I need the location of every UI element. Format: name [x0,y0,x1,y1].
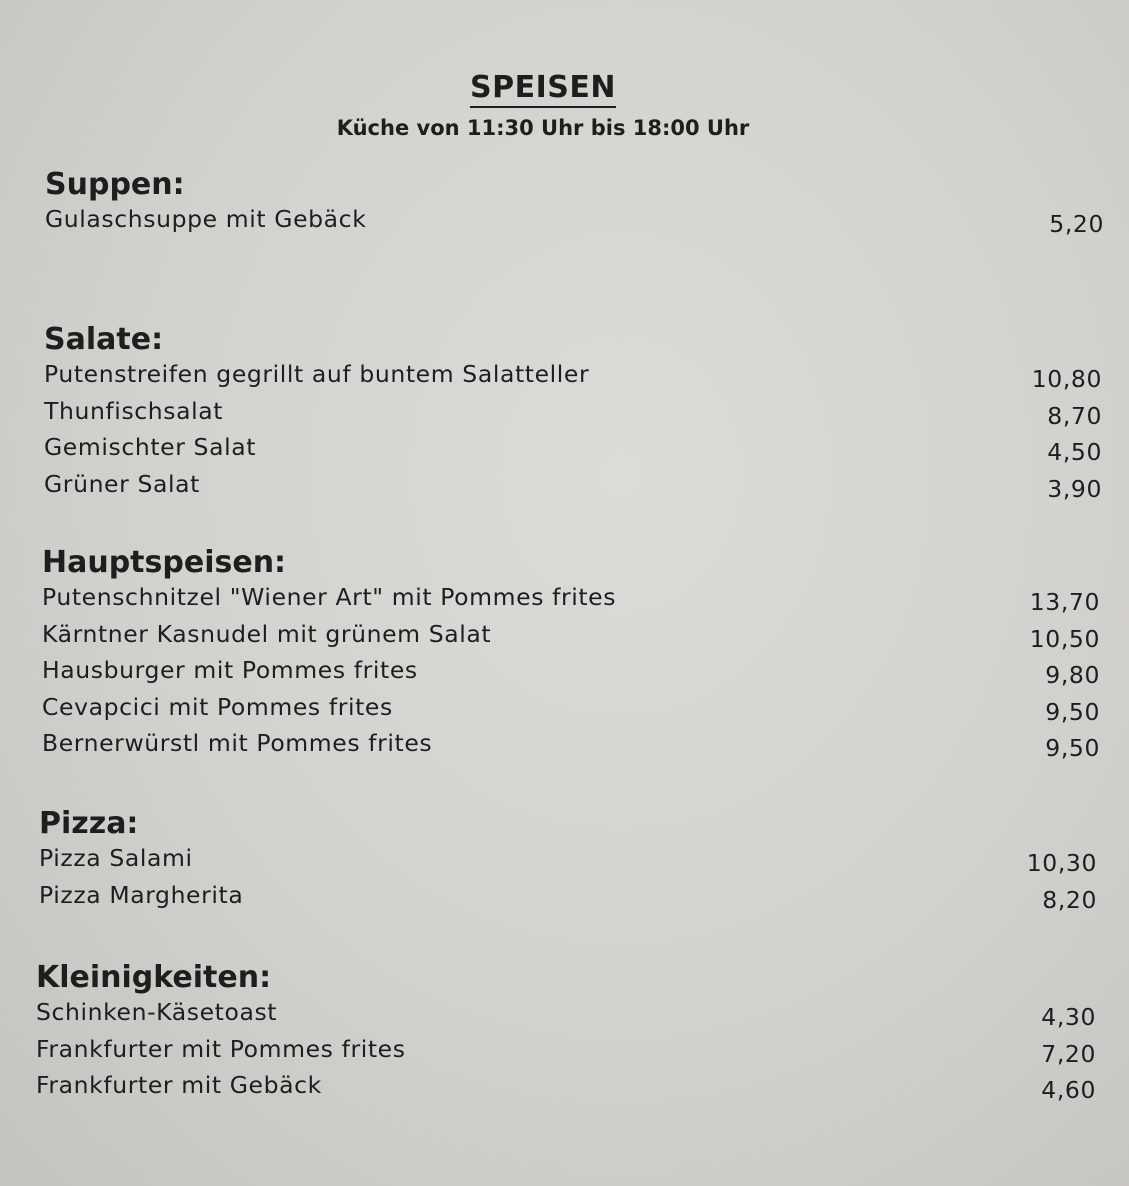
item-name: Frankfurter mit Gebäck [36,1071,322,1099]
item-price: 4,30 [1041,1003,1096,1031]
item-price: 10,80 [1031,365,1102,393]
section-title: Hauptspeisen: [42,545,287,580]
item-price: 8,20 [1042,885,1097,914]
item-price: 4,60 [1041,1076,1096,1104]
section-hauptspeisen [42,543,1100,766]
item-name: Kärntner Kasnudel mit grünem Salat [42,619,492,648]
item-name: Gemischter Salat [44,433,257,461]
section-suppen [45,165,1104,242]
section-title: Suppen: [45,167,185,202]
item-name: Hausburger mit Pommes frites [42,656,418,684]
menu-item [39,881,1097,918]
section-salate [44,320,1102,506]
item-name: Pizza Margherita [39,880,244,909]
item-price: 4,50 [1047,438,1102,466]
menu-item [44,433,1102,470]
menu-item [42,583,1100,620]
section-title: Kleinigkeiten: [36,960,272,995]
item-price: 9,50 [1045,697,1100,726]
item-price: 10,50 [1029,624,1100,653]
item-name: Thunfischsalat [44,396,224,425]
item-name: Schinken-Käsetoast [36,998,278,1026]
kitchen-hours: Küche von 11:30 Uhr bis 18:00 Uhr [336,116,750,140]
item-name: Bernerwürstl mit Pommes frites [42,729,433,757]
menu-item [44,360,1102,397]
item-name: Grüner Salat [44,469,200,498]
item-price: 13,70 [1029,588,1100,616]
item-price: 10,30 [1026,849,1097,877]
item-name: Pizza Salami [39,844,193,872]
item-name: Frankfurter mit Pommes frites [36,1034,406,1063]
menu-item [45,205,1104,242]
menu-item [36,998,1096,1035]
menu-item [42,729,1100,766]
menu-item [42,656,1100,693]
item-name: Putenschnitzel "Wiener Art" mit Pommes frites [42,583,617,611]
section-pizza [39,804,1097,917]
section-kleinigkeiten [36,958,1096,1108]
menu-title-text: SPEISEN [470,70,616,108]
menu-item [39,844,1097,881]
menu-item [44,470,1102,507]
menu-title [0,70,1086,105]
item-price: 9,50 [1045,734,1100,762]
item-price: 9,80 [1045,661,1100,689]
menu-item [44,397,1102,434]
menu-item [42,620,1100,657]
section-title: Salate: [44,322,164,357]
item-name: Cevapcici mit Pommes frites [42,692,393,721]
item-name: Gulaschsuppe mit Gebäck [45,205,367,233]
item-name: Putenstreifen gegrillt auf buntem Salatteller [44,360,590,388]
item-price: 5,20 [1049,210,1104,238]
section-title: Pizza: [39,806,139,841]
item-price: 7,20 [1041,1039,1096,1068]
item-price: 3,90 [1047,474,1102,503]
menu-item [36,1035,1096,1072]
item-price: 8,70 [1047,401,1102,430]
menu-item [42,693,1100,730]
menu-item [36,1071,1096,1108]
